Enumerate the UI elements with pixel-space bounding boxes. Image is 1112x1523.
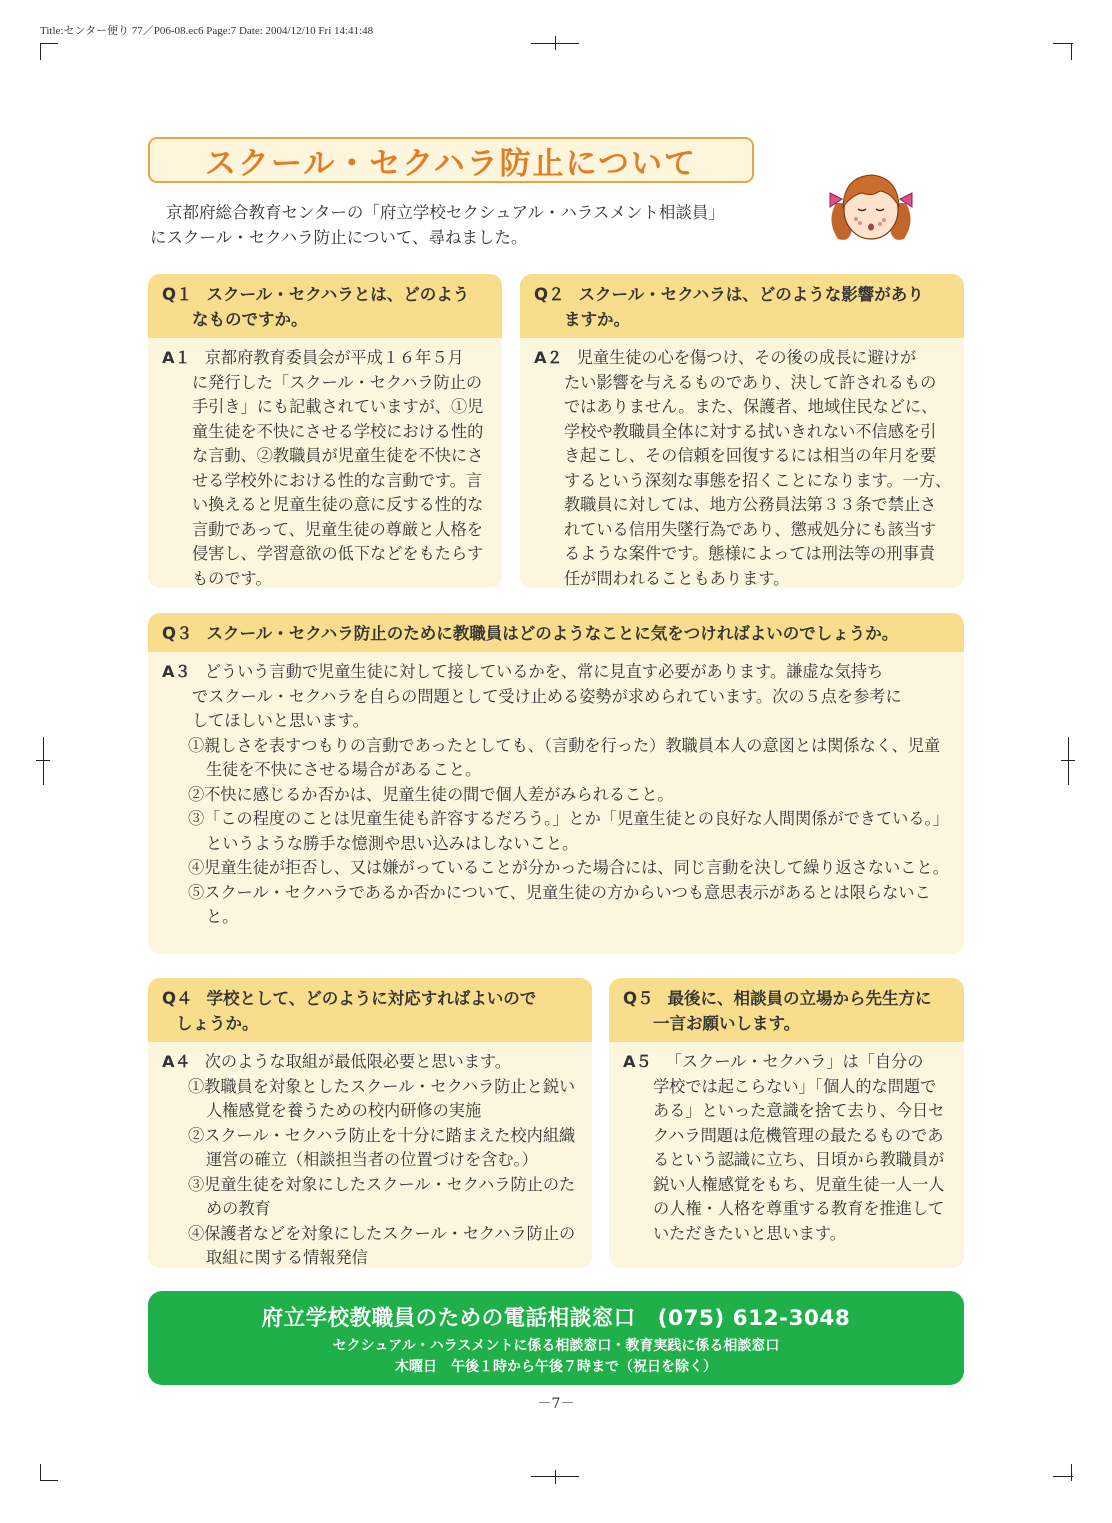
question-header <box>148 274 502 338</box>
question-text: スクール・セクハラ防止のために教職員はどのようなことに気をつければよいのでしょうか。 <box>206 624 899 643</box>
answer-line: 次のような取組が最低限必要と思います。 <box>204 1052 511 1071</box>
qa-box-q4 <box>148 978 592 1268</box>
question-text: 最後に、相談員の立場から先生方に <box>667 989 932 1008</box>
answer-line: 童生徒を不快にさせる学校における性的 <box>192 421 484 441</box>
answer-label: A５ <box>623 1052 652 1071</box>
answer-line: どういう言動で児童生徒に対して接しているかを、常に見直す必要があります。謙虚な気持ち <box>204 662 884 681</box>
contact-hours: 木曜日 午後１時から午後７時まで（祝日を除く） <box>395 1359 717 1375</box>
answer-list-item: ③「この程度のことは児童生徒も許容するだろう。」とか「児童生徒との良好な人間関係ができている。」というような勝手な憶測や思い込みはしないこと。 <box>188 809 949 853</box>
question-text: スクール・セクハラとは、どのよう <box>206 285 470 304</box>
answer-label: A２ <box>534 348 563 367</box>
intro-line: にスクール・セクハラ防止について、尋ねました。 <box>150 228 528 247</box>
answer-line: たい影響を与えるものであり、決して許されるもの <box>564 372 937 392</box>
answer-label: A３ <box>162 662 191 681</box>
answer-body <box>148 652 964 936</box>
page-title-box <box>148 137 754 183</box>
answer-line: い換えると児童生徒の意に反する性的な <box>192 495 484 514</box>
answer-line: 「スクール・セクハラ」は「自分の <box>665 1052 924 1071</box>
answer-line: に発行した「スクール・セクハラ防止の <box>192 372 483 392</box>
answer-line: いただきたいと思います。 <box>653 1223 846 1243</box>
question-header <box>520 274 964 338</box>
question-text: なものですか。 <box>192 310 308 329</box>
page-number: －7－ <box>537 1396 575 1412</box>
answer-label: A４ <box>162 1052 191 1071</box>
answer-line: せる学校外における性的な言動です。言 <box>192 470 483 490</box>
answer-line: 京都府教育委員会が平成１６年５月 <box>204 348 464 367</box>
answer-line: の人権・人格を尊重する教育を推進して <box>653 1199 945 1218</box>
intro-paragraph <box>150 200 810 250</box>
question-label: Q２ <box>534 285 565 304</box>
answer-line: 任が問われることもあります。 <box>564 568 790 588</box>
contact-box <box>148 1291 964 1385</box>
qa-box-q3 <box>148 613 964 954</box>
answer-list-item: ④保護者などを対象にしたスクール・セクハラ防止の取組に関する情報発信 <box>188 1223 576 1267</box>
question-label: Q１ <box>162 285 193 304</box>
qa-box-q1 <box>148 274 502 588</box>
question-text: 学校として、どのように対応すればよいので <box>206 989 537 1008</box>
qa-box-q2 <box>520 274 964 588</box>
answer-body <box>148 338 502 588</box>
answer-line: してほしいと思います。 <box>192 711 369 730</box>
answer-list-item: ②不快に感じるか否かは、児童生徒の間で個人差がみられること。 <box>188 784 674 804</box>
question-label: Q５ <box>623 989 654 1008</box>
answer-body <box>609 1042 964 1252</box>
answer-line: れている信用失墜行為であり、懲戒処分にも該当す <box>564 519 937 539</box>
contact-description: セクシュアル・ハラスメントに係る相談窓口・教育実践に係る相談窓口 <box>332 1338 780 1354</box>
question-text: ますか。 <box>564 310 630 329</box>
answer-line: ではありません。また、保護者、地域住民などに、 <box>564 397 938 416</box>
answer-line: 学校では起こらない」「個人的な問題で <box>653 1076 937 1096</box>
answer-line: 教職員に対しては、地方公務員法第３３条で禁止さ <box>564 495 937 514</box>
answer-list-item: ①親しさを表すつもりの言動であったとしても、（言動を行った）教職員本人の意図とは関係なく、児童生徒を不快にさせる場合があること。 <box>188 735 941 779</box>
answer-line: 言動であって、児童生徒の尊厳と人格を <box>192 519 483 539</box>
answer-body <box>148 1042 592 1268</box>
question-text: 一言お願いします。 <box>653 1014 801 1033</box>
question-header <box>148 613 964 652</box>
answer-line: るという認識に立ち、日頃から教職員が <box>653 1150 945 1169</box>
answer-list-item: ⑤スクール・セクハラであるか否かについて、児童生徒の方からいつも意思表示があるとは限らないこと。 <box>188 882 931 926</box>
page-title: スクール・セクハラ防止について <box>205 145 697 182</box>
answer-line: 学校や教職員全体に対する拭いきれない不信感を引 <box>564 421 937 441</box>
answer-line: するという深刻な事態を招くことになります。一方、 <box>564 470 952 490</box>
question-header <box>148 978 592 1042</box>
answer-line: クハラ問題は危機管理の最たるものであ <box>653 1125 944 1145</box>
answer-line: な言動、②教職員が児童生徒を不快にさ <box>192 446 484 465</box>
question-label: Q４ <box>162 989 193 1008</box>
answer-list-item: ②スクール・セクハラ防止を十分に踏まえた校内組織運営の確立（相談担当者の位置づけを含む。） <box>188 1125 576 1169</box>
contact-title: 府立学校教職員のための電話相談窓口 (075) 612-3048 <box>261 1306 851 1331</box>
print-metadata: Title:センター便り 77／P06-08.ec6 Page:7 Date: 2004/12/10 Fri 14:41:48 <box>40 25 374 37</box>
girl-illustration <box>822 163 920 249</box>
question-text: スクール・セクハラは、どのような影響があり <box>578 285 924 304</box>
qa-box-q5 <box>609 978 964 1268</box>
answer-line: ものです。 <box>192 568 272 588</box>
answer-line: 侵害し、学習意欲の低下などをもたらす <box>192 544 484 563</box>
answer-line: 児童生徒の心を傷つけ、その後の成長に避けが <box>576 348 917 367</box>
question-text: しょうか。 <box>176 1014 259 1033</box>
answer-list-item: ①教職員を対象としたスクール・セクハラ防止と鋭い人権感覚を養うための校内研修の実施 <box>188 1076 576 1120</box>
answer-list-item: ③児童生徒を対象にしたスクール・セクハラ防止のための教育 <box>188 1174 576 1218</box>
answer-line: 鋭い人権感覚をもち、児童生徒一人一人 <box>653 1174 945 1194</box>
answer-line: 手引き」にも記載されていますが、①児 <box>192 397 484 416</box>
answer-line: でスクール・セクハラを自らの問題として受け止める姿勢が求められています。次の５点を参考に <box>192 686 902 706</box>
answer-label: A１ <box>162 348 191 367</box>
answer-line: るような案件です。態様によっては刑法等の刑事責 <box>564 544 936 563</box>
question-header <box>609 978 964 1042</box>
question-label: Q３ <box>162 624 193 643</box>
intro-line: 京都府総合教育センターの「府立学校セクシュアル・ハラスメント相談員」 <box>166 203 725 222</box>
answer-list-item: ④児童生徒が拒否し、又は嫌がっていることが分かった場合には、同じ言動を決して繰り返さないこと。 <box>188 858 949 877</box>
answer-body <box>520 338 964 588</box>
answer-line: ある」といった意識を捨て去り、今日セ <box>653 1101 945 1120</box>
answer-line: き起こし、その信頼を回復するには相当の年月を要 <box>564 446 937 465</box>
